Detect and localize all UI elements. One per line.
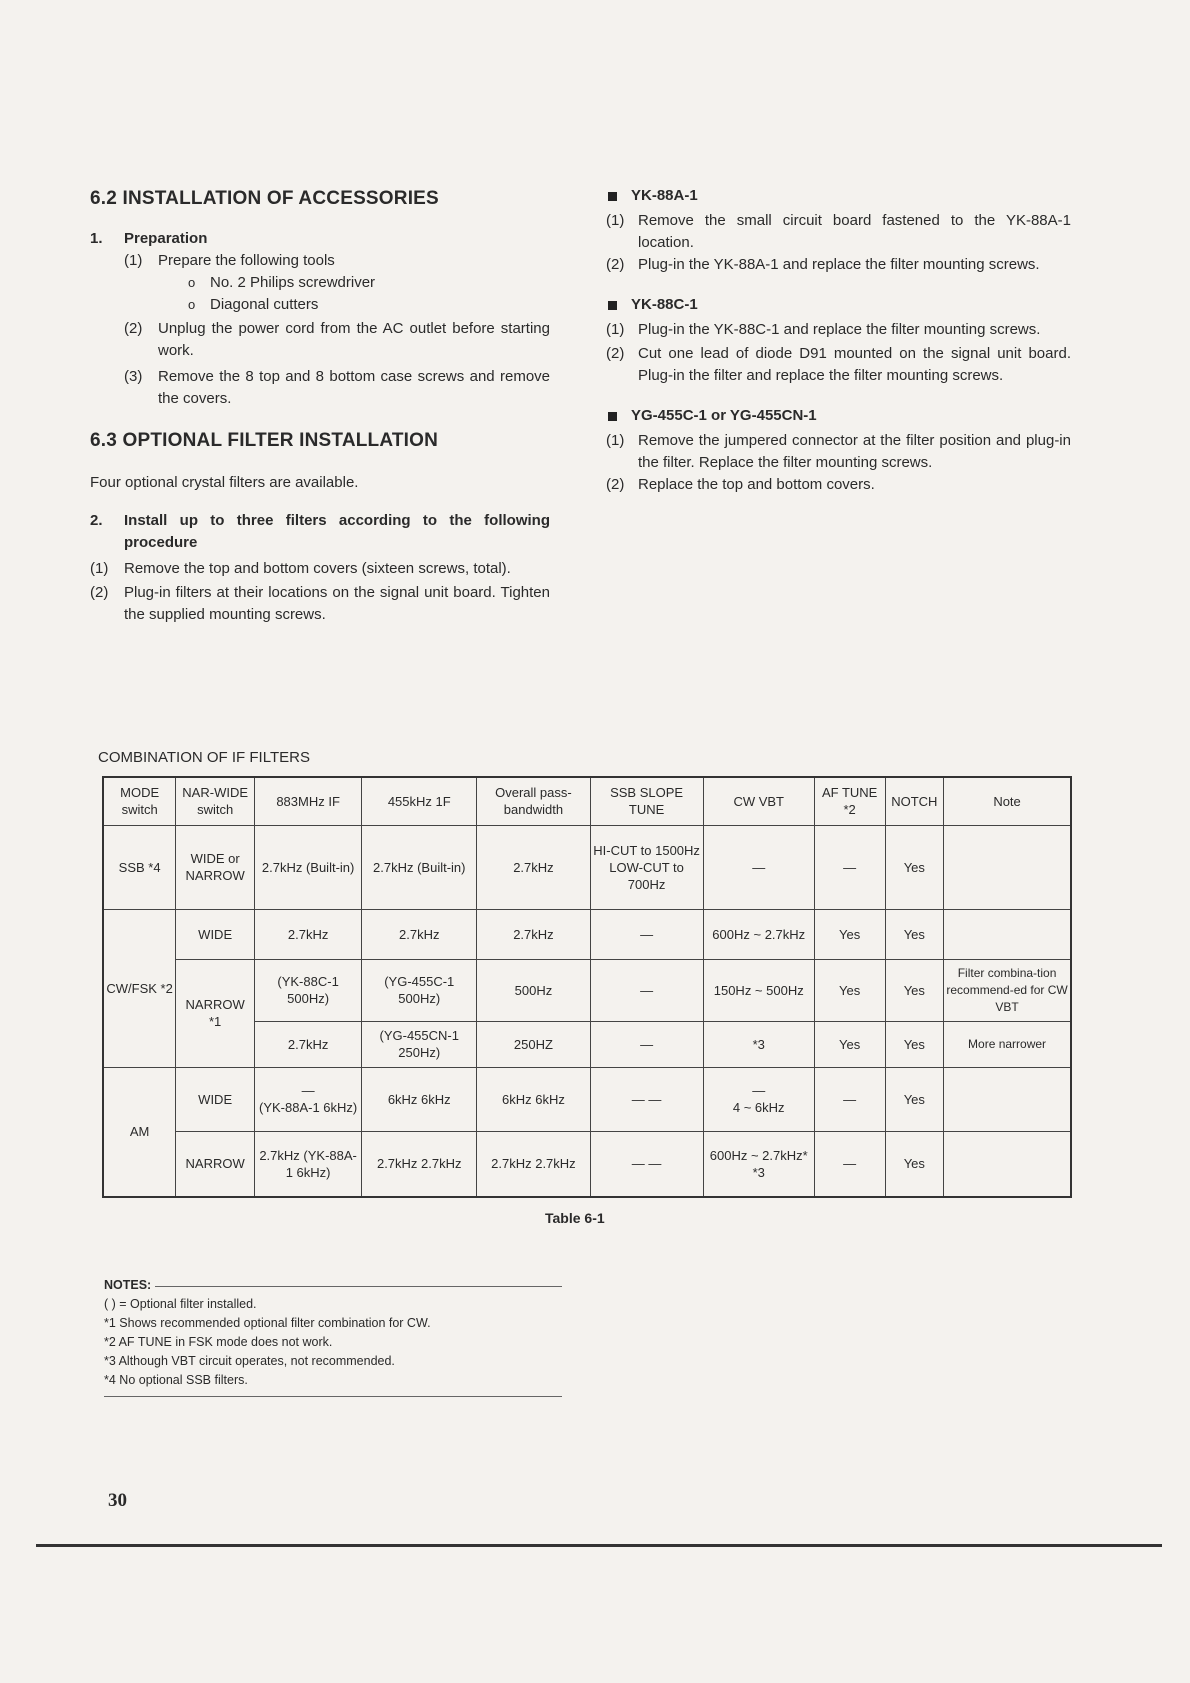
cell-883: 2.7kHz (Built-in) bbox=[255, 825, 362, 909]
page-number: 30 bbox=[108, 1490, 127, 1511]
yk88a-step-1-num: (1) bbox=[606, 212, 625, 229]
section-6-2-title: 6.2 INSTALLATION OF ACCESSORIES bbox=[90, 188, 439, 209]
install-step-1-num: (1) bbox=[90, 560, 109, 577]
cell-455: (YG-455CN-1 250Hz) bbox=[362, 1021, 477, 1067]
cell-mode: AM bbox=[103, 1067, 176, 1197]
cell-mode: CW/FSK *2 bbox=[103, 909, 176, 1067]
yk88a-heading bbox=[606, 185, 1071, 207]
yk88c-step-1-text: Plug-in the YK-88C-1 and replace the filter mounting screws. bbox=[638, 321, 1041, 338]
table-caption: COMBINATION OF IF FILTERS bbox=[98, 749, 310, 766]
filter-intro: Four optional crystal filters are available. bbox=[90, 474, 359, 491]
cell-switch: NARROW *1 bbox=[176, 959, 255, 1067]
cell-aftune: Yes bbox=[814, 909, 885, 959]
cell-switch: WIDE or NARROW bbox=[176, 825, 255, 909]
cell-notch: Yes bbox=[885, 909, 944, 959]
prep-step-1-num: (1) bbox=[124, 252, 143, 269]
left-column bbox=[90, 185, 550, 626]
square-bullet-icon bbox=[608, 412, 617, 421]
yg455-step-1 bbox=[606, 430, 1071, 474]
install-number: 2. bbox=[90, 512, 103, 529]
cell-455: 2.7kHz (Built-in) bbox=[362, 825, 477, 909]
header-narwide: NAR-WIDE switch bbox=[176, 777, 255, 825]
preparation-title: Preparation bbox=[124, 230, 208, 247]
table-row bbox=[103, 1067, 1071, 1131]
cell-slope: — bbox=[590, 959, 703, 1021]
cell-aftune: — bbox=[814, 1067, 885, 1131]
cell-cwvbt: — bbox=[703, 825, 814, 909]
cell-883: 2.7kHz (YK-88A-1 6kHz) bbox=[255, 1131, 362, 1197]
cell-switch: NARROW bbox=[176, 1131, 255, 1197]
table-row bbox=[103, 1131, 1071, 1197]
prep-step-2-text: Unplug the power cord from the AC outlet before starting work. bbox=[158, 320, 550, 359]
tool-item bbox=[188, 272, 550, 294]
tool-item-label: Diagonal cutters bbox=[210, 296, 319, 313]
yg455-heading bbox=[606, 405, 1071, 427]
yg455-title: YG-455C-1 or YG-455CN-1 bbox=[631, 407, 817, 424]
yg455-step-1-text: Remove the jumpered connector at the filter position and plug-in the filter. Replace the filter mounting screws. bbox=[638, 432, 1071, 471]
note-item: *4 No optional SSB filters. bbox=[104, 1373, 248, 1387]
cell-slope: — — bbox=[590, 1067, 703, 1131]
tool-item bbox=[188, 294, 550, 316]
cell-notch: Yes bbox=[885, 959, 944, 1021]
header-notch: NOTCH bbox=[885, 777, 944, 825]
header-overall: Overall pass-bandwidth bbox=[477, 777, 590, 825]
cell-cwvbt: 600Hz ~ 2.7kHz* *3 bbox=[703, 1131, 814, 1197]
header-883mhz: 883MHz IF bbox=[255, 777, 362, 825]
cell-aftune: Yes bbox=[814, 959, 885, 1021]
install-step-1 bbox=[90, 558, 550, 580]
cell-overall: 250HZ bbox=[477, 1021, 590, 1067]
yk88a-step-2 bbox=[606, 254, 1071, 276]
prep-step-2 bbox=[124, 318, 550, 362]
section-6-3-title: 6.3 OPTIONAL FILTER INSTALLATION bbox=[90, 430, 439, 451]
notes-title: NOTES: bbox=[104, 1278, 152, 1292]
cell-455: 6kHz 6kHz bbox=[362, 1067, 477, 1131]
install-step-2 bbox=[90, 582, 550, 626]
square-bullet-icon bbox=[608, 192, 617, 201]
table-row bbox=[103, 825, 1071, 909]
cell-cwvbt: 150Hz ~ 500Hz bbox=[703, 959, 814, 1021]
notes-block bbox=[104, 1276, 562, 1397]
cell-notch: Yes bbox=[885, 1021, 944, 1067]
cell-slope: HI-CUT to 1500Hz LOW-CUT to 700Hz bbox=[590, 825, 703, 909]
cell-455: 2.7kHz bbox=[362, 909, 477, 959]
yk88a-title: YK-88A-1 bbox=[631, 187, 698, 204]
prep-step-3-num: (3) bbox=[124, 368, 143, 385]
yk88c-step-2-num: (2) bbox=[606, 345, 625, 362]
cell-notch: Yes bbox=[885, 825, 944, 909]
install-step-1-text: Remove the top and bottom covers (sixteen screws, total). bbox=[124, 560, 511, 577]
cell-883 bbox=[255, 1067, 362, 1131]
cell-455: (YG-455C-1 500Hz) bbox=[362, 959, 477, 1021]
cell-slope: — bbox=[590, 909, 703, 959]
cell-note bbox=[944, 909, 1071, 959]
cell-overall: 500Hz bbox=[477, 959, 590, 1021]
cell-overall: 2.7kHz bbox=[477, 825, 590, 909]
yk88a-step-2-num: (2) bbox=[606, 256, 625, 273]
table-label: Table 6-1 bbox=[545, 1210, 605, 1226]
cell-aftune: — bbox=[814, 1131, 885, 1197]
cell-cwvbt-dash: — bbox=[752, 1083, 766, 1098]
cell-cwvbt-value: 4 ~ 6kHz bbox=[732, 1100, 785, 1115]
right-column bbox=[606, 185, 1071, 496]
cell-note: More narrower bbox=[944, 1021, 1071, 1067]
cell-aftune: Yes bbox=[814, 1021, 885, 1067]
yk88c-title: YK-88C-1 bbox=[631, 296, 698, 313]
yk88c-step-2 bbox=[606, 343, 1071, 387]
tool-list bbox=[188, 272, 550, 316]
install-heading bbox=[90, 510, 550, 554]
header-note: Note bbox=[944, 777, 1071, 825]
cell-overall: 6kHz 6kHz bbox=[477, 1067, 590, 1131]
install-text: Install up to three filters according to the following procedure bbox=[124, 512, 550, 551]
table-header-row bbox=[103, 777, 1071, 825]
note-item: *2 AF TUNE in FSK mode does not work. bbox=[104, 1335, 333, 1349]
cell-slope: — — bbox=[590, 1131, 703, 1197]
cell-883: 2.7kHz bbox=[255, 909, 362, 959]
note-item: ( ) = Optional filter installed. bbox=[104, 1297, 257, 1311]
yg455-step-2 bbox=[606, 474, 1071, 496]
table-row bbox=[103, 909, 1071, 959]
cell-note bbox=[944, 1131, 1071, 1197]
cell-note bbox=[944, 1067, 1071, 1131]
yk88c-step-1 bbox=[606, 319, 1071, 341]
install-step-2-text: Plug-in filters at their locations on the signal unit board. Tighten the supplied mounting screws. bbox=[124, 584, 550, 623]
yk88c-heading bbox=[606, 294, 1071, 316]
cell-slope: — bbox=[590, 1021, 703, 1067]
cell-883-dash: — bbox=[301, 1083, 315, 1098]
tool-item-label: No. 2 Philips screwdriver bbox=[210, 274, 376, 291]
cell-switch: WIDE bbox=[176, 1067, 255, 1131]
bottom-divider bbox=[36, 1544, 1162, 1547]
install-step-2-num: (2) bbox=[90, 584, 109, 601]
prep-step-1-text: Prepare the following tools bbox=[158, 252, 335, 269]
if-filter-table bbox=[102, 776, 1072, 1198]
header-cw-vbt: CW VBT bbox=[703, 777, 814, 825]
header-mode: MODE switch bbox=[103, 777, 176, 825]
square-bullet-icon bbox=[608, 301, 617, 310]
yg455-step-2-num: (2) bbox=[606, 476, 625, 493]
preparation-heading bbox=[90, 228, 550, 250]
yk88c-step-2-text: Cut one lead of diode D91 mounted on the signal unit board. Plug-in the filter and replace the filter mounting screws. bbox=[638, 345, 1071, 384]
cell-aftune: — bbox=[814, 825, 885, 909]
cell-overall: 2.7kHz bbox=[477, 909, 590, 959]
prep-step-2-num: (2) bbox=[124, 320, 143, 337]
header-455khz: 455kHz 1F bbox=[362, 777, 477, 825]
note-item: *3 Although VBT circuit operates, not recommended. bbox=[104, 1354, 395, 1368]
yk88a-step-2-text: Plug-in the YK-88A-1 and replace the filter mounting screws. bbox=[638, 256, 1040, 273]
cell-455: 2.7kHz 2.7kHz bbox=[362, 1131, 477, 1197]
note-item: *1 Shows recommended optional filter combination for CW. bbox=[104, 1316, 431, 1330]
cell-cwvbt bbox=[703, 1067, 814, 1131]
table-row bbox=[103, 959, 1071, 1021]
yg455-step-1-num: (1) bbox=[606, 432, 625, 449]
cell-switch: WIDE bbox=[176, 909, 255, 959]
prep-step-3-text: Remove the 8 top and 8 bottom case screws and remove the covers. bbox=[158, 368, 550, 407]
cell-883-value: (YK-88A-1 6kHz) bbox=[258, 1100, 358, 1115]
cell-mode: SSB *4 bbox=[103, 825, 176, 909]
prep-step-1 bbox=[124, 250, 550, 272]
cell-note bbox=[944, 825, 1071, 909]
cell-cwvbt: *3 bbox=[703, 1021, 814, 1067]
header-ssb-slope: SSB SLOPE TUNE bbox=[590, 777, 703, 825]
divider bbox=[104, 1396, 562, 1397]
divider bbox=[155, 1286, 562, 1287]
yk88c-step-1-num: (1) bbox=[606, 321, 625, 338]
preparation-number: 1. bbox=[90, 230, 103, 247]
header-af-tune: AF TUNE *2 bbox=[814, 777, 885, 825]
yk88a-step-1-text: Remove the small circuit board fastened to the YK-88A-1 location. bbox=[638, 212, 1071, 251]
cell-notch: Yes bbox=[885, 1131, 944, 1197]
yk88a-step-1 bbox=[606, 210, 1071, 254]
cell-note: Filter combina-tion recommend-ed for CW VBT bbox=[944, 959, 1071, 1021]
prep-step-3 bbox=[124, 366, 550, 410]
notes-heading bbox=[104, 1276, 562, 1295]
cell-883: (YK-88C-1 500Hz) bbox=[255, 959, 362, 1021]
cell-notch: Yes bbox=[885, 1067, 944, 1131]
cell-overall: 2.7kHz 2.7kHz bbox=[477, 1131, 590, 1197]
cell-883: 2.7kHz bbox=[255, 1021, 362, 1067]
cell-cwvbt: 600Hz ~ 2.7kHz bbox=[703, 909, 814, 959]
yg455-step-2-text: Replace the top and bottom covers. bbox=[638, 476, 875, 493]
